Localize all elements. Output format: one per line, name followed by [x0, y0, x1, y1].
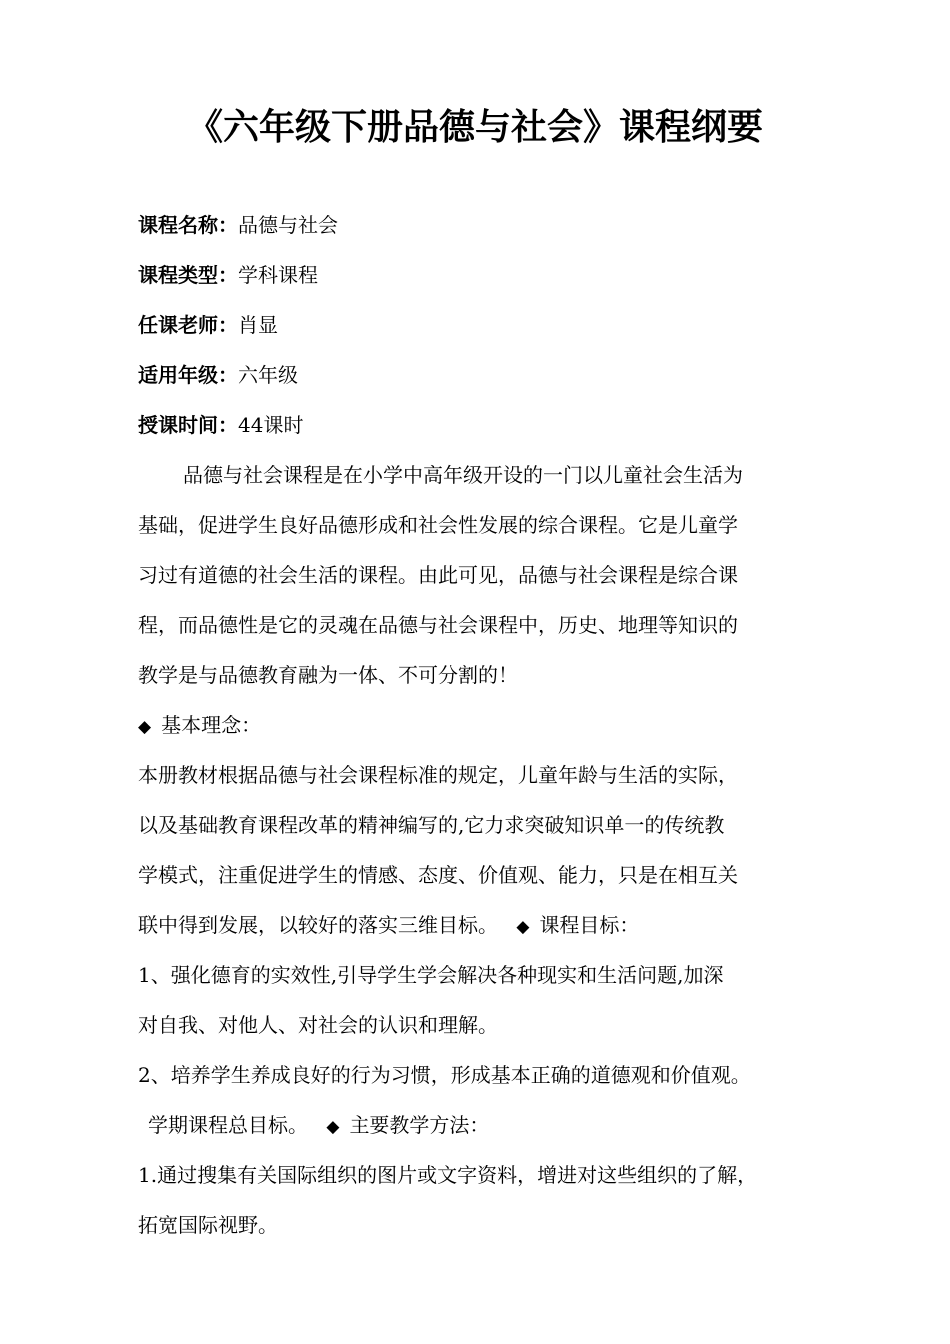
goal-line: 对自我、对他人、对社会的认识和理解。 [138, 1013, 498, 1037]
section-basic-label: 基本理念： [161, 713, 262, 737]
section-goal-label: 课程目标： [539, 913, 640, 937]
intro-line: 习过有道德的社会生活的课程。由此可见，品德与社会课程是综合课 [138, 563, 738, 587]
goal-line: 1、强化德育的实效性,引导学生学会解决各种现实和生活问题,加深 [138, 963, 724, 987]
info-value: 44课时 [238, 413, 304, 437]
intro-line: 基础，促进学生良好品德形成和社会性发展的综合课程。它是儿童学 [138, 513, 738, 537]
document-title: 《六年级下册品德与社会》课程纲要 [186, 107, 763, 148]
diamond-bullet-icon: ◆ [138, 717, 152, 737]
info-grade [138, 360, 298, 390]
semester-goal-line [148, 1110, 489, 1142]
info-value: 学科课程 [238, 263, 318, 287]
info-value: 肖显 [238, 313, 278, 337]
method-line: 1.通过搜集有关国际组织的图片或文字资料，增进对这些组织的了解， [138, 1163, 758, 1187]
intro-line: 程，而品德性是它的灵魂在品德与社会课程中，历史、地理等知识的 [138, 613, 738, 637]
info-course-type [138, 260, 318, 290]
info-label: 任课老师： [138, 313, 238, 337]
intro-line: 品德与社会课程是在小学中高年级开设的一门以儿童社会生活为 [183, 463, 743, 487]
semester-goal-label: 学期课程总目标。 [148, 1113, 308, 1137]
section-method-label: 主要教学方法： [349, 1113, 490, 1137]
basic-line: 联中得到发展，以较好的落实三维目标。 [138, 913, 498, 937]
method-line: 拓宽国际视野。 [138, 1213, 278, 1237]
goal-line: 2、培养学生养成良好的行为习惯，形成基本正确的道德观和价值观。 [138, 1063, 751, 1087]
info-label: 授课时间： [138, 413, 238, 437]
basic-line: 学模式，注重促进学生的情感、态度、价值观、能力，只是在相互关 [138, 863, 738, 887]
diamond-bullet-icon: ◆ [326, 1117, 340, 1137]
basic-line: 以及基础教育课程改革的精神编写的,它力求突破知识单一的传统教 [138, 813, 725, 837]
info-hours [138, 410, 303, 440]
info-teacher [138, 310, 278, 340]
info-label: 课程类型： [138, 263, 238, 287]
section-basic-heading [138, 710, 261, 742]
info-label: 课程名称： [138, 213, 238, 237]
basic-line-with-goal-heading [138, 910, 639, 942]
info-value: 品德与社会 [238, 213, 338, 237]
info-label: 适用年级： [138, 363, 238, 387]
info-course-name [138, 210, 338, 240]
basic-line: 本册教材根据品德与社会课程标准的规定，儿童年龄与生活的实际， [138, 763, 738, 787]
intro-line: 教学是与品德教育融为一体、不可分割的！ [138, 663, 518, 687]
info-value: 六年级 [238, 363, 298, 387]
diamond-bullet-icon: ◆ [516, 917, 530, 937]
